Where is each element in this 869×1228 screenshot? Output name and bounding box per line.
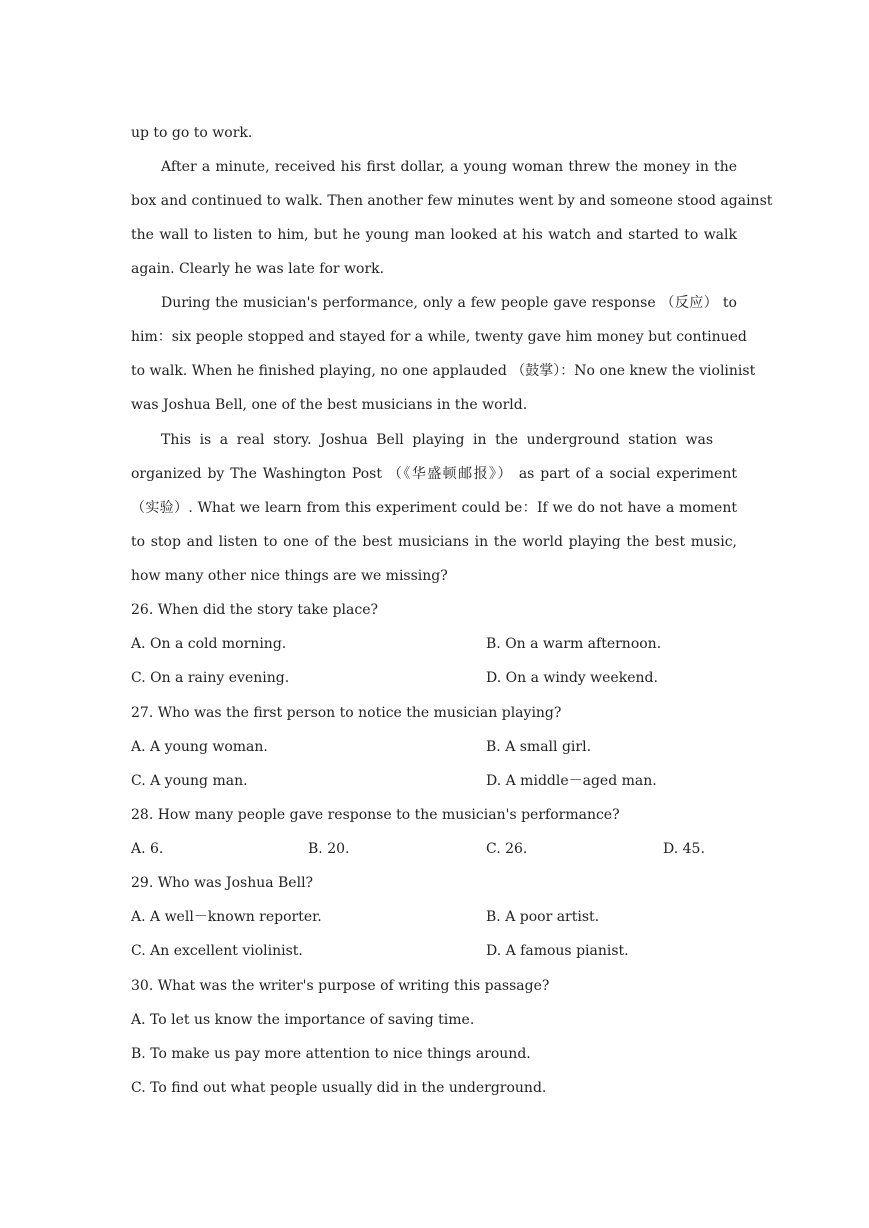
answer-option: B. A small girl. — [486, 739, 592, 755]
answer-option: D. 45. — [663, 841, 705, 857]
answer-option: A. A young woman. — [131, 739, 268, 755]
passage-line: box and continued to walk. Then another few minutes went by and someone stood against — [131, 193, 773, 209]
question-stem: 28. How many people gave response to the musician's performance? — [131, 807, 620, 823]
answer-option: A. On a cold morning. — [131, 636, 287, 652]
passage-line: After a minute, received his first dollar, a young woman threw the money in the — [161, 159, 737, 175]
answer-option: D. A famous pianist. — [486, 943, 629, 959]
passage-line: This is a real story. Joshua Bell playing in the underground station was — [161, 432, 713, 448]
answer-option: A. To let us know the importance of saving time. — [131, 1012, 475, 1028]
answer-option: C. An excellent violinist. — [131, 943, 303, 959]
passage-line: to stop and listen to one of the best musicians in the world playing the best music, — [131, 534, 737, 550]
passage-line: the wall to listen to him, but he young man looked at his watch and started to walk — [131, 227, 737, 243]
answer-option: C. To find out what people usually did in the underground. — [131, 1080, 547, 1096]
answer-option: D. A middle－aged man. — [486, 773, 657, 789]
answer-option: C. A young man. — [131, 773, 248, 789]
passage-line: During the musician's performance, only a few people gave response （反应） to — [161, 295, 737, 311]
answer-option: B. 20. — [308, 841, 350, 857]
passage-line: to walk. When he finished playing, no one applauded （鼓掌）：No one knew the violinist — [131, 363, 756, 379]
passage-line: up to go to work. — [131, 125, 253, 141]
answer-option: B. To make us pay more attention to nice things around. — [131, 1046, 531, 1062]
answer-option: C. 26. — [486, 841, 528, 857]
passage-line: was Joshua Bell, one of the best musicians in the world. — [131, 397, 528, 413]
passage-line: （实验）. What we learn from this experiment could be：If we do not have a moment — [131, 500, 737, 516]
passage-line: him：six people stopped and stayed for a while, twenty gave him money but continued — [131, 329, 747, 345]
passage-line: organized by The Washington Post （《华盛顿邮报》） as part of a social experiment — [131, 466, 737, 482]
question-stem: 30. What was the writer's purpose of writing this passage? — [131, 978, 550, 994]
question-stem: 29. Who was Joshua Bell? — [131, 875, 314, 891]
answer-option: C. On a rainy evening. — [131, 670, 290, 686]
question-stem: 26. When did the story take place? — [131, 602, 379, 618]
question-stem: 27. Who was the first person to notice the musician playing? — [131, 705, 562, 721]
passage-line: again. Clearly he was late for work. — [131, 261, 385, 277]
answer-option: A. 6. — [131, 841, 164, 857]
answer-option: B. On a warm afternoon. — [486, 636, 662, 652]
answer-option: A. A well－known reporter. — [131, 909, 322, 925]
answer-option: B. A poor artist. — [486, 909, 600, 925]
passage-line: how many other nice things are we missing? — [131, 568, 448, 584]
answer-option: D. On a windy weekend. — [486, 670, 658, 686]
